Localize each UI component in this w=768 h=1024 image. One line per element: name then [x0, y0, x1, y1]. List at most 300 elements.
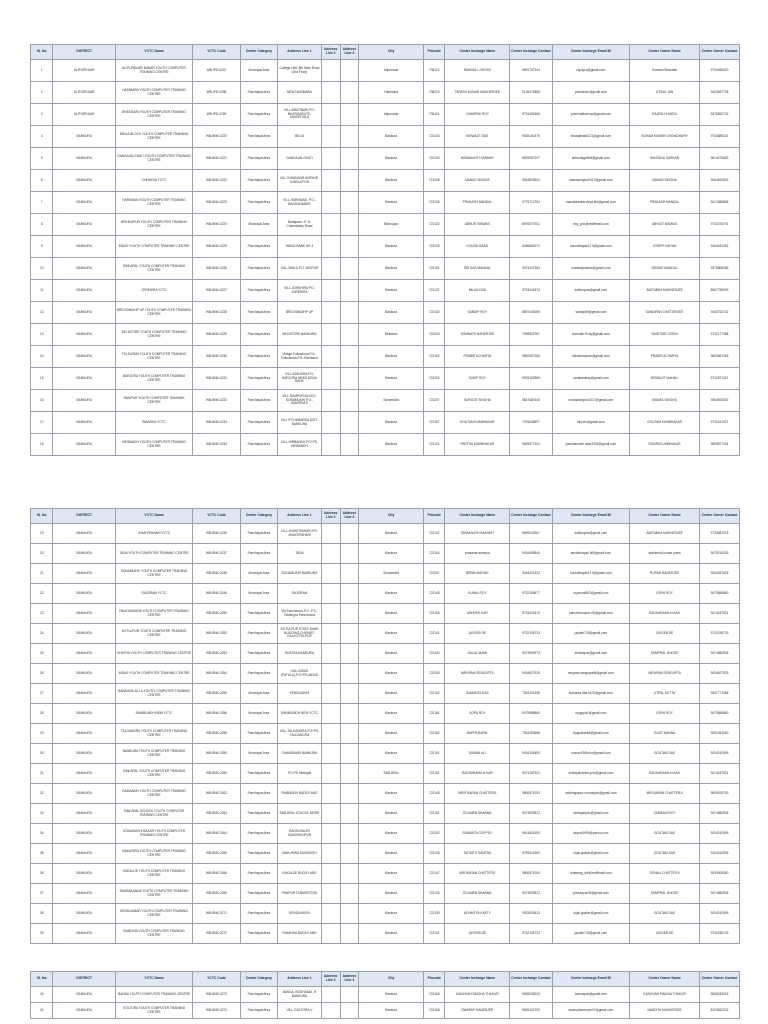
table-cell: Bankura	[359, 864, 424, 884]
column-header: YCTC Code	[193, 45, 240, 60]
table-cell	[321, 170, 340, 192]
table-cell: Bankura	[359, 784, 424, 804]
table-cell: 9609877304	[699, 434, 739, 456]
table-cell: BANKURA	[53, 604, 115, 624]
table-cell: 36	[31, 864, 53, 884]
table-cell: yctcbhatibari.wp@gmail.com	[552, 104, 629, 126]
table-cell: CHHATNA YCTC	[115, 170, 192, 192]
table-cell: 35	[31, 844, 53, 864]
table-cell: 722151	[424, 704, 445, 724]
table-cell: Sonamukhi	[359, 564, 424, 584]
table-cell: BANKURA	[53, 214, 115, 236]
table-cell: 9732195733	[699, 624, 739, 644]
table-cell: 7076636897	[510, 412, 552, 434]
table-cell: Bankura	[359, 192, 424, 214]
table-cell: sabhendu kumar patra	[630, 544, 700, 564]
table-cell: 722168	[424, 1003, 445, 1019]
table-cell: SIMLAPAL	[359, 764, 424, 784]
table-cell: 9800567266	[699, 346, 739, 368]
table-cell: 9434242996	[699, 904, 739, 924]
column-header: City	[359, 972, 424, 987]
table-cell	[321, 434, 340, 456]
table-cell	[321, 82, 340, 104]
table-cell: Bankura	[359, 544, 424, 564]
table-cell: 9064815502	[699, 170, 739, 192]
table-cell: RADHARAMA N KAR	[630, 764, 700, 784]
table-cell	[340, 434, 359, 456]
table-cell: Panchayat Area	[240, 126, 277, 148]
table-cell: 3	[31, 104, 53, 126]
table-cell: WB-BNK-0237	[193, 544, 240, 564]
table-cell	[340, 604, 359, 624]
table-cell: AMITABHA MUKHERJEE	[630, 280, 700, 302]
table-cell: 722205	[424, 664, 445, 684]
column-header: Center Incharge Email ID	[552, 972, 629, 987]
table-cell: TADA	[278, 544, 322, 564]
column-header: DISTRICT	[53, 45, 115, 60]
table-cell: 722147	[424, 864, 445, 884]
table-cell: PRABIR ACHARYA	[445, 346, 510, 368]
column-header: Address Line 1	[278, 972, 322, 987]
table-cell: Municipal Area	[240, 704, 277, 724]
table-cell: 9474980906	[699, 884, 739, 904]
table-cell	[340, 924, 359, 944]
table-cell: MELIA BLOCK YOUTH COMPUTER TRAINING CENTRE	[115, 126, 192, 148]
table-cell: 9734068420	[699, 60, 739, 82]
table-cell: WB-BNK-0220	[193, 126, 240, 148]
table-cell	[321, 126, 340, 148]
table-cell	[321, 192, 340, 214]
table-cell: NIRUPAM SENGUPTA	[445, 664, 510, 684]
table-cell: SONALI CHATTERJI	[630, 864, 700, 884]
table-cell: 2	[31, 82, 53, 104]
table-cell: BANKURA	[53, 524, 115, 544]
table-cell: BANKURA	[53, 844, 115, 864]
table-cell: Municipal Area	[240, 214, 277, 236]
table-cell: Panchayat Area	[240, 302, 277, 324]
table-cell	[340, 624, 359, 644]
table-cell: 1	[31, 60, 53, 82]
table-cell: 9475588860	[699, 704, 739, 724]
table-cell: Badapara, R. N. Chakrabarty Road	[278, 214, 322, 236]
table-cell: SARBANI ROY	[630, 804, 700, 824]
column-header: YCTC Code	[193, 509, 240, 524]
table-cell	[321, 390, 340, 412]
table-cell: SUMPRAL GHOSH	[630, 644, 700, 664]
table-cell: bappabarik6@gmail.com	[552, 724, 629, 744]
table-cell: 7063390686	[510, 724, 552, 744]
table-cell	[340, 82, 359, 104]
column-header: Center Category	[240, 972, 277, 987]
table-cell: 10	[31, 258, 53, 280]
table-cell: 22	[31, 584, 53, 604]
table-cell: WB-IPD-0098	[193, 82, 240, 104]
table-cell	[340, 412, 359, 434]
table-cell: 9734885321	[699, 126, 739, 148]
table-cell: chattarrg_aiir@rediffmail.com	[552, 864, 629, 884]
table-cell: 722133	[424, 148, 445, 170]
table-cell: 9330005350	[699, 864, 739, 884]
table-cell: Bankura	[359, 258, 424, 280]
table-cell: koushikayak12 5@gmail.com	[552, 564, 629, 584]
table-cell: ACHINTYA KAETY	[445, 904, 510, 924]
table-cell: Panchayat Area	[240, 390, 277, 412]
table-cell: sumanta.das.0102@gmail.com	[552, 684, 629, 704]
table-cell: 722121	[424, 434, 445, 456]
column-header: Center Owner Contact	[699, 45, 739, 60]
table-cell: KOUSIK BASU	[445, 236, 510, 258]
table-cell: Bankura	[359, 644, 424, 664]
column-header: YCTC Name	[115, 45, 192, 60]
table-cell: VILL-TALDANGRA,PO+PS-TALDANGRA	[278, 724, 322, 744]
table-cell: srifundage806@gmail.com	[552, 148, 629, 170]
table-cell: WB-BNK-0259	[193, 744, 240, 764]
table-cell: Panchayat Area	[240, 434, 277, 456]
table-cell	[321, 604, 340, 624]
table-cell: ABHIJIT BISWAS	[630, 214, 700, 236]
table-cell: WB-BNK-0231	[193, 368, 240, 390]
column-header: City	[359, 45, 424, 60]
table-cell: PO-PS Simlapal	[278, 764, 322, 784]
table-cell	[321, 258, 340, 280]
table-cell	[340, 192, 359, 214]
table-cell	[321, 624, 340, 644]
table-cell	[340, 904, 359, 924]
table-cell: 9433752722	[699, 302, 739, 324]
table-cell: RAMPUR YOUTH COMPUTER TRAINING CENTRE	[115, 390, 192, 412]
table-cell: Panchayat Area	[240, 604, 277, 624]
table-cell: 9733081978	[699, 524, 739, 544]
table-row	[31, 604, 740, 624]
table-cell: WB-BNK-0224	[193, 214, 240, 236]
table-cell: bansayctc@gmail.com	[552, 987, 629, 1003]
table-cell: 27	[31, 684, 53, 704]
table-cell: SUROJIT SINGHA	[445, 390, 510, 412]
table-cell: 32	[31, 784, 53, 804]
table-cell: Panchayat Area	[240, 170, 277, 192]
table-cell: BANSA YOUTH COMPUTER TRAINING CENTRE	[115, 987, 192, 1003]
column-header: Sl. No	[31, 509, 53, 524]
table-cell: 13	[31, 324, 53, 346]
table-cell: 722102	[424, 684, 445, 704]
table-cell: 722157	[424, 412, 445, 434]
table-cell: Bankura	[359, 148, 424, 170]
table-cell	[321, 148, 340, 170]
table-cell	[340, 214, 359, 236]
table-cell: UTSAV JAN	[630, 82, 700, 104]
table-cell: BANKURA	[53, 170, 115, 192]
table-cell: 9434242996	[699, 844, 739, 864]
table-cell: Panchayat Area	[240, 884, 277, 904]
column-header: Sl. No	[31, 45, 53, 60]
table-cell: Panchayat Area	[240, 148, 277, 170]
table-cell: 16	[31, 390, 53, 412]
table-cell	[321, 744, 340, 764]
table-cell: swarupbaner.jee07@gmail.com	[552, 1003, 629, 1019]
table-cell	[340, 148, 359, 170]
table-cell: 722205	[424, 236, 445, 258]
table-cell	[321, 804, 340, 824]
table-cell: JAYDEB DE	[445, 624, 510, 644]
table-cell: BANKURA	[53, 624, 115, 644]
table-cell: sbyctc2090@yahoo.com	[552, 824, 629, 844]
table-cell: WB-IPD-0769	[193, 104, 240, 126]
table-cell: panchmurayctc.06@gmail.com	[552, 604, 629, 624]
table-cell: BIBARDA YCTC	[115, 412, 192, 434]
table-cell: Alipurduar	[359, 60, 424, 82]
table-cell: 713208	[424, 170, 445, 192]
table-cell: 722142	[424, 302, 445, 324]
column-header: Center Incharge Email ID	[552, 45, 629, 60]
column-header: Address Line 3	[340, 509, 359, 524]
table-row	[31, 258, 740, 280]
table-cell: GOLTORA YOUTH COMPUTER TRAINING CENTRE	[115, 1003, 192, 1019]
table-cell	[340, 104, 359, 126]
table-cell: SUMANTA GOPPDY	[445, 824, 510, 844]
table-cell: saltlocyctc@gmail.com	[552, 524, 629, 544]
table-cell: ALIPURDUAR	[53, 60, 115, 82]
table-cell: 9434627925	[510, 664, 552, 684]
table-cell: WB-BNK-0265	[193, 844, 240, 864]
table-cell	[340, 987, 359, 1003]
table-cell: BISWAJIT DAS	[445, 126, 510, 148]
table-row	[31, 280, 740, 302]
table-cell: 9474187931	[699, 764, 739, 784]
table-cell: RAJGRAM YCTC	[115, 584, 192, 604]
table-cell: Panchayat Area	[240, 346, 277, 368]
table-cell: BANKURA	[53, 584, 115, 604]
table-cell: Panchayat Area	[240, 324, 277, 346]
table-cell: 9434105490	[510, 744, 552, 764]
table-cell: 9635162476	[510, 126, 552, 148]
table-cell: 9647487445	[510, 390, 552, 412]
table-cell: rajulyco@gmail.com	[552, 60, 629, 82]
table-cell: 9434627925	[699, 664, 739, 684]
table-cell: College Halt, 8th Main Road (2nd Floor)	[278, 60, 322, 82]
table-cell: 34	[31, 824, 53, 844]
table-row	[31, 324, 740, 346]
table-cell: 33	[31, 804, 53, 824]
table-cell: 29	[31, 724, 53, 744]
table-cell	[321, 644, 340, 664]
table-cell: SUDIP ROY	[445, 368, 510, 390]
table-cell: Panchayat Area	[240, 764, 277, 784]
table-cell: ABHIJIT BISWAS	[445, 214, 510, 236]
table-cell: 9475588860	[699, 584, 739, 604]
table-cell: 9434431352	[699, 236, 739, 258]
table-cell: ranabaldeep@gmail.com	[552, 368, 629, 390]
table-cell: Hasimara	[359, 82, 424, 104]
table-cell: Panchayat Area	[240, 1003, 277, 1019]
table-cell: khatrayctc@gmail.com	[552, 644, 629, 664]
table-cell: PRAKASH MANDAL	[445, 192, 510, 214]
table-cell: manassingha.0017@gmail.com	[552, 390, 629, 412]
table-cell: 722141	[424, 624, 445, 644]
table-cell: 6	[31, 170, 53, 192]
table-cell: Panchayat Area	[240, 258, 277, 280]
table-cell	[321, 904, 340, 924]
table-cell: 9434242996	[699, 824, 739, 844]
table-cell: 8967786999	[699, 280, 739, 302]
table-cell: 9800567266	[510, 346, 552, 368]
table-cell	[340, 390, 359, 412]
table-cell: BANKURA	[53, 904, 115, 924]
table-cell: 722101	[424, 744, 445, 764]
table-cell: 24	[31, 624, 53, 644]
table-cell: GOUTAM KUMBHAKAR	[630, 412, 700, 434]
table-cell: 9474993523	[510, 884, 552, 904]
table-row	[31, 126, 740, 148]
table-cell: GOUTAM DAS	[630, 824, 700, 844]
table-cell: VILL+PO-BIBARDA DIST-BANKURA	[278, 412, 322, 434]
table-cell: bibyctc@gmail.com	[552, 412, 629, 434]
table-cell: SIMLAPAL SCHOOL YOUTH COMPUTER TRAINING CENTRE	[115, 804, 192, 824]
table-cell: HASIMARA YOUTH COMPUTER TRAINING CENTRE	[115, 82, 192, 104]
table-cell: RADHARAMA N KAR	[445, 764, 510, 784]
column-header: Address Line 1	[278, 45, 322, 60]
table-cell: Bankura	[359, 1003, 424, 1019]
table-cell	[340, 368, 359, 390]
table-cell: 9	[31, 236, 53, 258]
table-cell: Panchayat Area	[240, 804, 277, 824]
table-cell: HARISIMAI YOUTH COMPUTER TRAINING CENTRE	[115, 192, 192, 214]
table-cell: BANKURA	[53, 744, 115, 764]
table-cell: SOUMEN SHARMA	[445, 884, 510, 904]
table-cell: WB-BNK-0256	[193, 704, 240, 724]
table-cell: KENDUMURA	[278, 904, 322, 924]
table-cell: 722165	[424, 987, 445, 1003]
column-header: Center Incharge Name	[445, 509, 510, 524]
column-header: Center Incharge Contact	[510, 45, 552, 60]
table-row	[31, 684, 740, 704]
column-header: Center Incharge Email ID	[552, 509, 629, 524]
table-cell	[321, 544, 340, 564]
table-cell: INDAS YOUTH COMPUTER TRAINING CENTRE	[115, 664, 192, 684]
table-cell: 15	[31, 368, 53, 390]
table-cell	[340, 280, 359, 302]
table-cell: 722151	[424, 804, 445, 824]
table-cell: 9733041874	[510, 280, 552, 302]
table-cell: SONAMUKHI BANKURA	[278, 564, 322, 584]
table-cell: 722162	[424, 346, 445, 368]
column-header: Address Line 2	[321, 509, 340, 524]
table-cell: 9126476868	[510, 82, 552, 104]
table-cell: WB-BNK-0235	[193, 524, 240, 544]
table-cell: ALIPURDUAR	[53, 82, 115, 104]
table-cell: WB-BNK-0269	[193, 884, 240, 904]
table-cell: BELIATORE,BANKURA	[278, 324, 322, 346]
table-cell	[340, 584, 359, 604]
table-cell: simlapalyctc@gmail.com	[552, 804, 629, 824]
table-cell: 9775712754	[510, 192, 552, 214]
table-row	[31, 1003, 740, 1019]
table-cell: 9434437432	[510, 564, 552, 584]
table-cell: 722140	[424, 644, 445, 664]
table-cell: 28	[31, 704, 53, 724]
table-cell: 9474187931	[699, 604, 739, 624]
table-cell: ALIPURDUAR BANAR YOUTH COMPUTER TRAINING CENTRE	[115, 60, 192, 82]
table-row	[31, 434, 740, 456]
table-cell: BANKURA	[53, 664, 115, 684]
table-cell: 11	[31, 280, 53, 302]
table-cell: 8509657247	[510, 148, 552, 170]
table-cell: roygopa1@gmail.com	[552, 704, 629, 724]
table-cell: Bankura	[359, 924, 424, 944]
table-cell: Panchayat Area	[240, 236, 277, 258]
table-cell: BAPPA BARIK	[445, 724, 510, 744]
table-cell: WB-BNK-0262	[193, 784, 240, 804]
table-cell: WB-BNK-0253	[193, 644, 240, 664]
table-cell: RANDALL GHOSH	[445, 60, 510, 82]
table-row	[31, 236, 740, 258]
table-cell: Bankura	[359, 604, 424, 624]
table-cell: WB-BNK-0225	[193, 236, 240, 258]
table-cell: 722202	[424, 368, 445, 390]
table-cell: DULAL MAMI	[445, 644, 510, 664]
table-cell: GANGAJALGHATI YOUTH COMPUTER TRAINING CENTRE	[115, 148, 192, 170]
table-cell: biswajitdas0121@gmail.com	[552, 126, 629, 148]
table-cell: TALDANGRA YOUTH COMPUTER TRAINING CENTRE	[115, 724, 192, 744]
table-cell: Municipal Area	[240, 584, 277, 604]
table-cell: TATSATH SAMTRA	[445, 844, 510, 864]
table-row	[31, 524, 740, 544]
table-cell: 722203	[424, 324, 445, 346]
table-cell: Panchayat Area	[240, 724, 277, 744]
table-cell: BANKURA ZILLA YOUTH COMPUTER TRAINING CENTRE	[115, 684, 192, 704]
table-cell: GOPA ROY	[630, 584, 700, 604]
table-cell: WB-BNK-0227	[193, 280, 240, 302]
table-cell: Bankura	[359, 412, 424, 434]
table-cell: ASHOKE KAR	[445, 604, 510, 624]
table-cell: simlapalcenter.yctc@gmail.com	[552, 764, 629, 784]
table-cell: Bankura	[359, 302, 424, 324]
table-cell: Panchayat Area	[240, 824, 277, 844]
table-cell: BANKURA	[53, 302, 115, 324]
table-cell: Municipal Area	[240, 60, 277, 82]
table-cell: 9474980906	[699, 644, 739, 664]
table-cell: WB-BNK-0266	[193, 864, 240, 884]
table-cell: SUMANTA DAS	[445, 684, 510, 704]
table-cell: ukjal.goaker@gmail.com	[552, 844, 629, 864]
table-cell	[321, 564, 340, 584]
table-cell	[340, 784, 359, 804]
table-cell	[321, 987, 340, 1003]
table-cell: VILL-JHANTIPAHARI,PO-JHANTIPAHARI	[278, 524, 322, 544]
table-cell: WB-BNK-0254	[193, 664, 240, 684]
table-cell: 5	[31, 148, 53, 170]
table-cell: bsy_yctc@rediffmail.com	[552, 214, 629, 236]
table-cell: 9732877437	[699, 368, 739, 390]
table-row	[31, 704, 740, 724]
table-cell	[340, 258, 359, 280]
table-cell: BANKURA	[53, 884, 115, 904]
table-cell: SWARUP BANERJEE	[445, 1003, 510, 1019]
table-cell: VILL-RAMPUR,BLOCK-SONAMUKHI P.O.-HAMIRHATI	[278, 390, 322, 412]
table-cell: manassingha2017@gmail.com	[552, 170, 629, 192]
table-cell: 9635035015	[510, 987, 552, 1003]
table-cell	[321, 584, 340, 604]
table-cell	[340, 126, 359, 148]
table-cell	[321, 60, 340, 82]
table-cell: WB-BNK-0233	[193, 412, 240, 434]
yctc-table-2	[30, 508, 740, 944]
table-cell: KHATRA YOUTH COMPUTER TRAINING CENTRE	[115, 644, 192, 664]
table-cell: 722154	[424, 544, 445, 564]
table-cell: 9800876754	[510, 864, 552, 884]
table-cell: BHATIBARI YOUTH COMPUTER TRAINING CENTRE	[115, 104, 192, 126]
table-cell: PRAKASH MANDAL	[630, 192, 700, 214]
table-cell: 8	[31, 214, 53, 236]
